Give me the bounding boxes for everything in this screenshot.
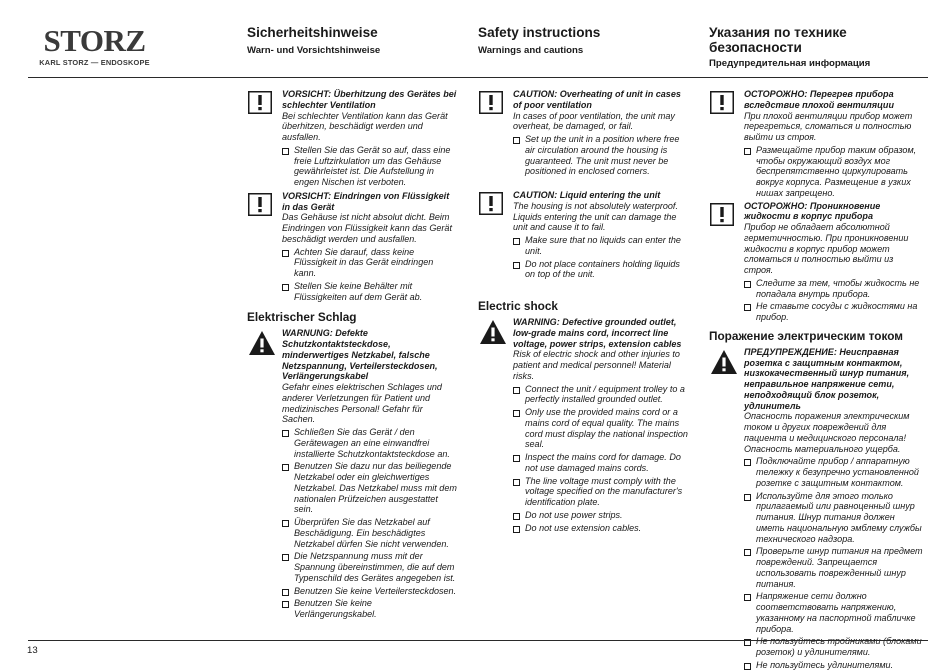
heading-de — [247, 25, 380, 56]
bullet-item: Не пользуйтесь удлинителями. — [744, 660, 924, 671]
section-title-electric-shock: Electric shock — [478, 299, 558, 313]
logo-subtitle: KARL STORZ — ENDOSKOPE — [39, 58, 150, 67]
warning-triangle-icon — [710, 349, 738, 375]
caution-block — [709, 201, 924, 323]
caution-caption: ОСТОРОЖНО: Проникновение жидкости в корпус прибора — [744, 200, 881, 222]
title-en: Safety instructions — [478, 25, 601, 40]
caution-text: The housing is not absolutely waterproof. Liquids entering the unit can damage the unit and cause it to fail. — [513, 200, 678, 233]
caution-caption: CAUTION: Liquid entering the unit — [513, 190, 661, 200]
caution-text: Bei schlechter Ventilation kann das Gerät überhitzen, beschädigt werden und ausfallen. — [282, 110, 448, 142]
section-title-electric-shock: Поражение электрическим током — [709, 328, 904, 343]
bullet-item: Следите за тем, чтобы жидкость не попадала внутрь прибора. — [744, 278, 924, 300]
caution-icon — [710, 203, 734, 226]
bullet-item: Проверьте шнур питания на предмет повреждений. Запрещается использовать поврежденный шнур питания. — [744, 546, 924, 589]
column-ru — [709, 89, 924, 671]
bullet-item: Schließen Sie das Gerät / den Gerätewagen an eine einwandfrei installierte Schutzkontaktsteckdose an. — [282, 427, 457, 459]
bullet-item: Connect the unit / equipment trolley to a perfectly installed grounded outlet. — [513, 384, 688, 406]
heading-ru — [709, 25, 924, 69]
bullet-item: Используйте для этого только прилагаемый или равноценный шнур питания. Шнур питания должен иметь национальную эмблему службы технического надзора. — [744, 491, 924, 545]
caution-text: In cases of poor ventilation, the unit may overheat, be damaged, or fail. — [513, 110, 675, 132]
warning-caption: WARNING: Defective grounded outlet, low-grade mains cord, incorrect line voltage, power strips, extension cables — [513, 317, 682, 349]
bullet-item: Benutzen Sie keine Verteilersteckdosen. — [282, 586, 457, 597]
bullet-item: Do not place containers holding liquids on top of the unit. — [513, 259, 688, 281]
warning-caption: ПРЕДУПРЕЖДЕНИЕ: Неисправная розетка с защитным контактом, низкокачественный шнур питания, неправильное напряжение сети, неподходящий блок розеток, удлинитель — [744, 346, 910, 411]
subtitle-de: Warn- und Vorsichtshinweise — [247, 45, 381, 56]
bullet-item: Размещайте прибор таким образом, чтобы окружающий воздух мог беспрепятственно циркулировать вокруг корпуса. Размещение в узких нишах запрещено. — [744, 145, 924, 199]
caution-icon — [710, 91, 734, 114]
bullet-item: Stellen Sie das Gerät so auf, dass eine freie Luftzirkulation um das Gehäuse gewährleistet ist. Die Aufstellung in engen Nischen ist verboten. — [282, 145, 457, 188]
caution-block — [247, 89, 457, 188]
title-ru: Указания по технике безопасности — [709, 25, 847, 55]
caution-caption: ОСТОРОЖНО: Перегрев прибора вследствие плохой вентиляции — [744, 89, 894, 110]
column-en — [478, 89, 688, 533]
bullet-item: Не ставьте сосуды с жидкостями на прибор. — [744, 301, 924, 323]
column-de — [247, 89, 457, 620]
subtitle-en: Warnings and cautions — [478, 45, 584, 56]
heading-en — [478, 25, 600, 56]
bullet-item: Benutzen Sie keine Verlängerungskabel. — [282, 598, 457, 620]
warning-triangle-icon — [248, 330, 276, 356]
bullet-item: Inspect the mains cord for damage. Do not use damaged mains cords. — [513, 452, 688, 474]
warning-block — [709, 347, 924, 671]
caution-icon — [248, 91, 272, 114]
caution-text: При плохой вентиляции прибор может перегреться, сломаться и полностью выйти из строя. — [744, 110, 913, 142]
caution-block — [709, 89, 924, 199]
caution-icon — [248, 193, 272, 216]
bullet-item: Set up the unit in a position where free air circulation around the housing is guaranteed. The unit must never be positioned in enclosed corners. — [513, 134, 688, 177]
footer-divider — [28, 640, 928, 641]
bullet-item: Benutzen Sie dazu nur das beiliegende Netzkabel oder ein gleichwertiges Netzkabel. Das Netzkabel muss mit dem nationalen Prüfzeichen ausgestattet sein. — [282, 461, 457, 515]
bullet-item: Do not use extension cables. — [513, 523, 688, 534]
warning-caption: WARNUNG: Defekte Schutzkontaktsteckdose, minderwertiges Netzkabel, falsche Netzspannung, Verteilersteckdosen, Verlängerungskabel — [282, 328, 438, 382]
caution-text: Das Gehäuse ist nicht absolut dicht. Beim Eindringen von Flüssigkeit kann das Gerät beschädigt werden und ausfallen. — [282, 212, 452, 244]
bullet-item: Подключайте прибор / аппаратную тележку к безупречно установленной розетке с защитным контактом. — [744, 456, 924, 488]
bullet-item: Überprüfen Sie das Netzkabel auf Beschädigung. Ein beschädigtes Netzkabel dürfen Sie nicht verwenden. — [282, 517, 457, 549]
warning-text: Gefahr eines elektrischen Schlages und anderer Verletzungen für Patient und medizinisches Personal! Gefahr für Sachen. — [282, 382, 442, 425]
bullet-item: Do not use power strips. — [513, 510, 688, 521]
warning-triangle-icon — [479, 319, 507, 345]
header-divider — [28, 77, 928, 78]
bullet-item: The line voltage must comply with the voltage specified on the manufacturer's identification plate. — [513, 476, 688, 508]
warning-text: Risk of electric shock and other injuries to patient and medical personnel! Material risks. — [513, 349, 680, 381]
karl-storz-logo — [27, 23, 162, 67]
caution-icon — [479, 91, 503, 114]
caution-caption: CAUTION: Overheating of unit in cases of poor ventilation — [513, 89, 681, 110]
bullet-item: Не пользуйтесь тройниками (блоками розеток) и удлинителями. — [744, 636, 924, 658]
caution-block — [247, 191, 457, 303]
warning-block — [478, 317, 688, 533]
bullet-item: Напряжение сети должно соответствовать напряжению, указанному на паспортной табличке прибора. — [744, 591, 924, 634]
section-title-electric-shock: Elektrischer Schlag — [247, 310, 357, 325]
caution-text: Прибор не обладает абсолютной герметичностью. При проникновении жидкости в корпус прибор может сломаться и полностью выйти из строя. — [744, 222, 909, 275]
bullet-item: Achten Sie darauf, dass keine Flüssigkeit in das Gerät eindringen kann. — [282, 247, 457, 279]
warning-block — [247, 328, 457, 620]
bullet-item: Stellen Sie keine Behälter mit Flüssigkeiten auf dem Gerät ab. — [282, 281, 457, 303]
caution-caption: VORSICHT: Überhitzung des Gerätes bei schlechter Ventilation — [282, 89, 457, 110]
warning-text: Опасность поражения электрическим током и других повреждений для пациента и медицинского персонала! Опасность материального ущерба. — [744, 411, 910, 454]
caution-caption: VORSICHT: Eindringen von Flüssigkeit in das Gerät — [282, 190, 450, 212]
bullet-item: Make sure that no liquids can enter the unit. — [513, 235, 688, 257]
bullet-item: Only use the provided mains cord or a mains cord of equal quality. The mains cord must display the national inspection seal. — [513, 407, 688, 450]
subtitle-ru: Предупредительная информация — [709, 58, 871, 69]
caution-block — [478, 190, 688, 280]
title-de: Sicherheitshinweise — [247, 25, 378, 40]
bullet-item: Die Netzspannung muss mit der Spannung übereinstimmen, die auf dem Typenschild des Gerätes angegeben ist. — [282, 551, 457, 583]
logo-wordmark: STORZ — [43, 23, 146, 58]
caution-icon — [479, 192, 503, 215]
caution-block — [478, 89, 688, 177]
page-number: 13 — [27, 645, 38, 656]
